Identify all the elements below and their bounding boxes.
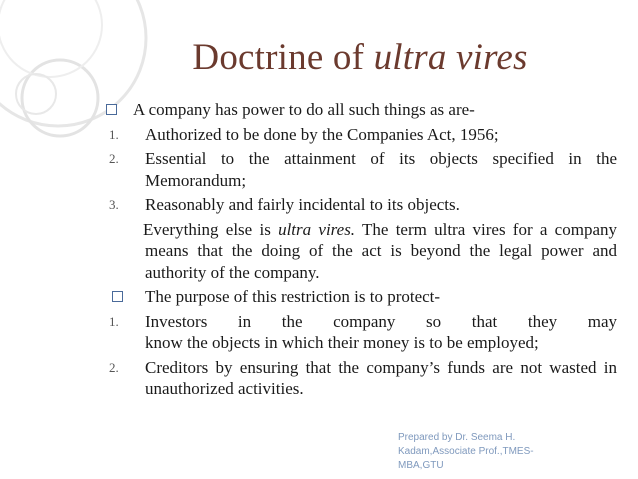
power-number: 1. [109, 126, 119, 142]
power-text: Reasonably and fairly incidental to its objects. [145, 195, 460, 214]
power-number: 2. [109, 151, 119, 166]
title-emphasis: ultra vires [373, 37, 528, 78]
power-item-3 [109, 194, 617, 216]
protection-item-1 [109, 311, 617, 354]
definition-before: Everything else is [143, 219, 271, 239]
power-text: Authorized to be done by the Companies Act, 1956; [145, 124, 499, 144]
protection-number: 1. [109, 313, 119, 329]
power-item-2 [109, 148, 617, 191]
power-number: 3. [109, 197, 119, 212]
slide-body [109, 99, 617, 403]
title-prefix: Doctrine of [192, 37, 365, 78]
ultra-vires-definition [109, 219, 617, 284]
square-bullet-icon [106, 104, 117, 115]
protection-number: 2. [109, 359, 119, 375]
protection-text: Creditors by ensuring that the company’s funds are not wasted in unauthorized activities. [145, 357, 617, 398]
power-item-1 [109, 124, 617, 146]
definition-after: The term ultra vires for a company means that the doing of the act is beyond the legal power and authority of the company. [145, 219, 617, 282]
intro-bullet [109, 99, 617, 121]
protection-text-line2: know the objects in which their money is to be employed; [145, 333, 539, 352]
protection-text-line1: Investors in the company so that they may [145, 311, 617, 331]
power-text: Essential to the attainment of its objects specified in the Memorandum; [145, 149, 617, 190]
definition-emphasis: ultra vires. [278, 219, 356, 239]
protection-item-2 [109, 357, 617, 400]
slide-footer: Prepared by Dr. Seema H. Kadam,Associate Prof.,TMES-MBA,GTU [398, 432, 534, 471]
square-bullet-icon [112, 291, 123, 302]
purpose-text: The purpose of this restriction is to protect- [145, 287, 441, 306]
purpose-bullet [109, 286, 617, 308]
slide-title [0, 36, 638, 79]
intro-text: A company has power to do all such things as are- [133, 100, 475, 119]
